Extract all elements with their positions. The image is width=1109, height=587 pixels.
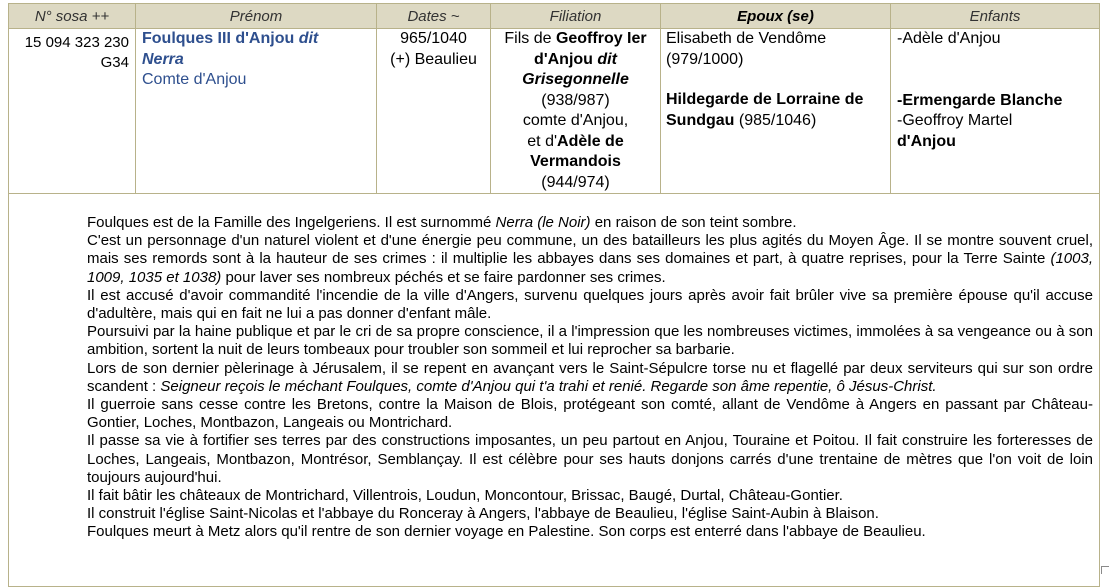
header-row xyxy=(9,4,1100,29)
person-name: Foulques III d'Anjou dit xyxy=(142,30,319,47)
narrative-paragraph-5: Lors de son dernier pèlerinage à Jérusalem, il se repent en avançant vers le Saint-Sépulcre torse nu et flagellé par deux serviteurs qui sur son ordre scandent : Seigneur reçois le méchant Foulques, comte d'Anjou qui t'a trahi et renié. Regarde son âme repentie, ô Jésus-Christ. xyxy=(87,359,1093,395)
father-nickname: Grisegonnelle xyxy=(522,71,629,88)
narrative-paragraph-9: Il construit l'église Saint-Nicolas et l'abbaye du Ronceray à Angers, l'abbaye de Beaulieu, l'église Saint-Aubin à Blaison. xyxy=(87,505,879,523)
header-epoux: Epoux (se) xyxy=(661,4,891,29)
narrative-cell xyxy=(9,194,1100,587)
dates-cell xyxy=(377,29,491,194)
child-3: -Geoffroy Martel d'Anjou xyxy=(897,112,1013,150)
person-title: Comte d'Anjou xyxy=(142,71,247,88)
mother-name: Adèle de Vermandois xyxy=(530,132,624,170)
sosa-cell xyxy=(9,29,136,194)
child-2: -Ermengarde Blanche xyxy=(897,91,1063,109)
spouse-1: Elisabeth de Vendôme (979/1000) xyxy=(666,30,827,68)
header-prenom: Prénom xyxy=(136,4,377,29)
narrative-paragraph-4: Poursuivi par la haine publique et par le cri de sa propre conscience, il a l'impression que les nombreuses victimes, immolées à sa vengeance ou à son ambition, sortent la nuit de leurs tombeaux pour troubler son sommeil et lui reprocher sa barbarie. xyxy=(87,323,1093,359)
name-cell xyxy=(136,29,377,194)
header-dates: Dates ~ xyxy=(377,4,491,29)
header-enfants: Enfants xyxy=(891,4,1100,29)
children-cell xyxy=(891,29,1100,194)
narrative-paragraph-8: Il fait bâtir les châteaux de Montrichard, Villentrois, Loudun, Moncontour, Brissac, Baugé, Durtal, Château-Gontier. xyxy=(87,487,843,505)
narrative-paragraph-2: C'est un personnage d'un naturel violent et d'une énergie peu commune, un des batailleurs les plus agités du Moyen Âge. Il se montre souvent cruel, mais ses remords sont à la hauteur de ses crimes : il multiplie les abbayes dans ses domaines et part, à quatre reprises, pour la Terre Sainte (1003, 1009, 1035 et 1038) pour laver ses nombreux péchés et se faire pardonner ses crimes. xyxy=(87,232,1093,286)
death-place: (+) Beaulieu xyxy=(390,50,477,68)
sosa-number: 15 094 323 230 xyxy=(24,34,129,51)
filiation-cell xyxy=(491,29,661,194)
narrative-paragraph-7: Il passe sa vie à fortifier ses terres par des constructions imposantes, un peu partout en Anjou, Touraine et Poitou. Il fait construire les forteresses de Loches, Langeais, Montbazon, Montrésor, Semblançay. Il est célèbre pour ses hauts donjons carrés d'une trentaine de mètres que l'on voit de loin toujours aujourd'hui. xyxy=(87,432,1093,486)
father-line: Fils de Geoffroy Ier d'Anjou dit Grisegonnelle xyxy=(504,30,647,88)
narrative-paragraph-1: Foulques est de la Famille des Ingelgeriens. Il est surnommé Nerra (le Noir) en raison de son teint sombre. xyxy=(87,214,797,231)
narrative-paragraph-6: Il guerroie sans cesse contre les Bretons, contre la Maison de Blois, protégeant son comté, allant de Vendôme à Angers en passant par Château-Gontier, Loches, Montbazon, Langeais ou Montrichard. xyxy=(87,396,1093,432)
mother-dates: (944/974) xyxy=(541,173,610,191)
child-1: -Adèle d'Anjou xyxy=(897,30,1001,47)
narrative-row xyxy=(9,194,1100,587)
life-dates: 965/1040 xyxy=(400,30,467,47)
person-row xyxy=(9,29,1100,194)
generation-label: G34 xyxy=(100,54,129,71)
father-name: Geoffroy Ier d'Anjou xyxy=(534,30,647,68)
father-title: comte d'Anjou, xyxy=(522,112,629,129)
header-filiation: Filiation xyxy=(491,4,661,29)
narrative-paragraph-10: Foulques meurt à Metz alors qu'il rentre de son dernier voyage en Palestine. Son corps est enterré dans l'abbaye de Beaulieu. xyxy=(87,523,926,541)
genealogy-table xyxy=(8,3,1100,587)
header-sosa: N° sosa ++ xyxy=(9,4,136,29)
mother-line: et d'Adèle de Vermandois xyxy=(527,132,624,170)
person-nickname: Nerra xyxy=(142,50,184,68)
spouse-2: Hildegarde de Lorraine de Sundgau (985/1046) xyxy=(666,91,864,129)
father-dates: (938/987) xyxy=(541,91,610,109)
spouses-cell xyxy=(661,29,891,194)
narrative-paragraph-3: Il est accusé d'avoir commandité l'incendie de la ville d'Angers, survenu quelques jours après avoir fait brûler vive sa première épouse qu'il accuse d'adultère, mais qui en fait ne lui a pas donner d'enfant mâle. xyxy=(87,286,1093,323)
